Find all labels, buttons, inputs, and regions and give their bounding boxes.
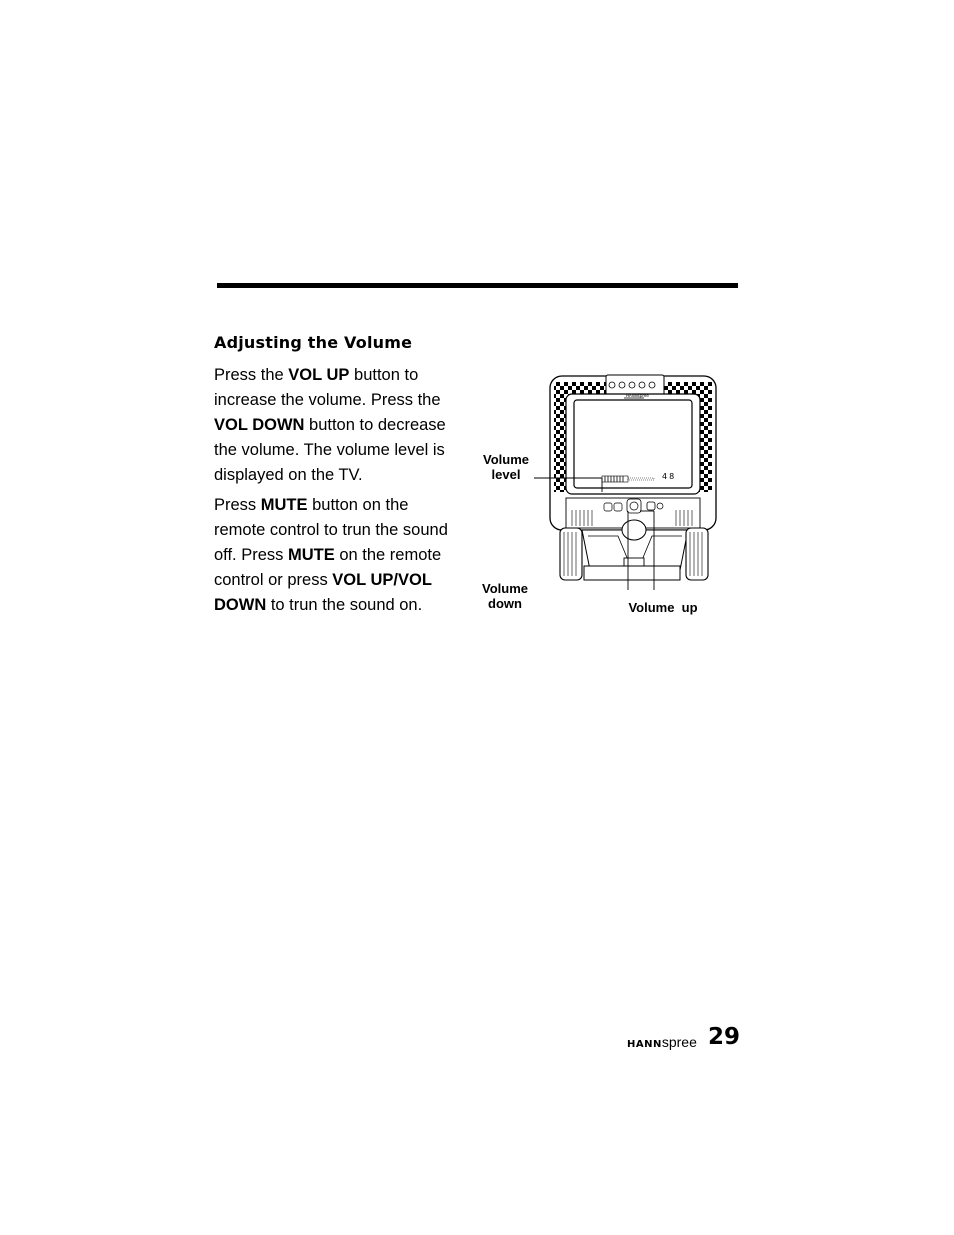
p2-vol-up-down: VOL UP/VOL DOWN xyxy=(214,571,432,614)
footer-brand-light: spree xyxy=(661,1034,697,1050)
p2-mute-1: MUTE xyxy=(260,496,308,514)
screen-volume-value: 48 xyxy=(662,472,677,481)
paragraph-volume-buttons xyxy=(214,363,462,488)
callout-volume-down xyxy=(474,581,536,611)
p2-text-2: button on the remote control to trun the sound off. Press xyxy=(214,496,448,564)
p2-text-3: on the remote control or press xyxy=(214,546,442,589)
header-rule xyxy=(217,283,738,288)
callout-volume-level-line1: Volume xyxy=(483,452,529,467)
p1-text-3: button to decrease the volume. The volume level is displayed on the TV. xyxy=(214,416,446,484)
wheel-right xyxy=(686,528,708,580)
callout-volume-up: Volume up xyxy=(628,600,698,615)
p2-mute-2: MUTE xyxy=(287,546,335,564)
callout-volume-down-line1: Volume xyxy=(482,581,528,596)
checker-top-right xyxy=(664,382,690,394)
p2-text-4: to trun the sound on. xyxy=(266,596,423,614)
checker-top-left xyxy=(576,382,606,394)
p2-text-1: Press xyxy=(214,496,261,514)
footer-brand-bold: HANN xyxy=(627,1039,662,1050)
page-number: 29 xyxy=(708,1024,741,1050)
vol-button-cluster xyxy=(627,499,641,513)
section-heading: Adjusting the Volume xyxy=(214,333,413,352)
wheel-left xyxy=(560,528,582,580)
callout-volume-level-line2: level xyxy=(491,467,521,482)
paragraph-mute xyxy=(214,493,462,618)
callout-volume-level xyxy=(474,452,538,482)
p1-text-2: button to increase the volume. Press the xyxy=(214,366,441,409)
callout-volume-down-line2: down xyxy=(488,596,522,611)
p1-text-1: Press the xyxy=(214,366,289,384)
footer-brand-logo xyxy=(627,1034,697,1050)
tv-brand-mark: HANNspree xyxy=(626,393,649,398)
tv-illustration xyxy=(520,370,720,590)
p1-vol-down: VOL DOWN xyxy=(214,416,305,434)
p1-vol-up: VOL UP xyxy=(288,366,350,384)
